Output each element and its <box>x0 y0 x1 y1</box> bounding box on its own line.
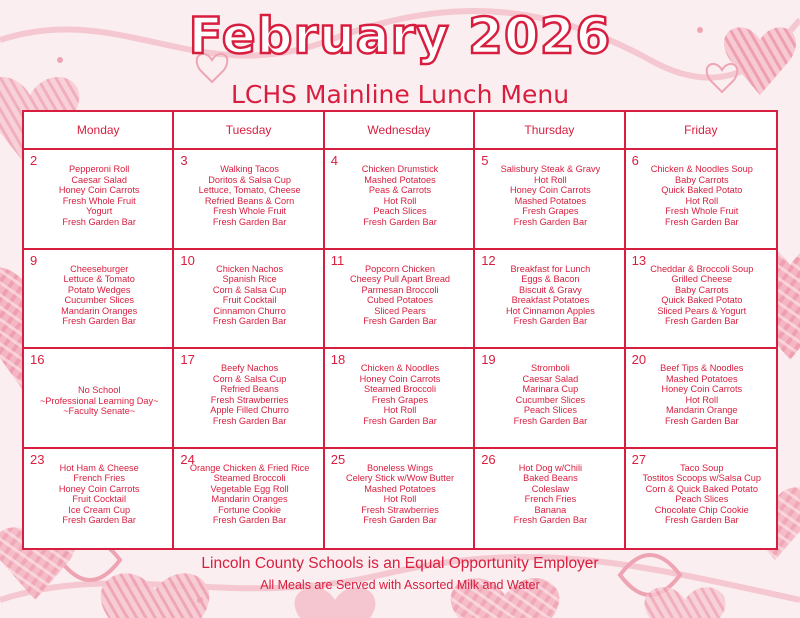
menu-item: Refried Beans <box>220 384 279 395</box>
day-number: 18 <box>330 352 346 367</box>
menu-item: Baked Beans <box>523 473 578 484</box>
menu-item: Fresh Garden Bar <box>62 515 136 526</box>
menu-item: Sliced Pears <box>374 305 426 316</box>
menu-item: Lettuce & Tomato <box>63 274 135 285</box>
menu-item: Mandarin Orange <box>666 405 738 416</box>
day-cell <box>24 150 174 250</box>
menu-item: Cheesy Pull Apart Bread <box>349 274 451 285</box>
weekday-header-tuesday: Tuesday <box>174 112 324 150</box>
day-cell <box>626 449 776 549</box>
menu-item: Boneless Wings <box>367 462 433 473</box>
menu-item: Pepperoni Roll <box>69 164 130 174</box>
menu-item: Cheeseburger <box>70 263 129 274</box>
menu-item: Chocolate Chip Cookie <box>654 504 749 515</box>
menu-item: Vegetable Egg Roll <box>210 483 289 494</box>
day-cell <box>24 250 174 350</box>
menu-item: Baby Carrots <box>674 174 729 185</box>
menu-item: Quick Baked Potato <box>661 295 743 306</box>
weekday-header-monday: Monday <box>24 112 174 150</box>
menu-item: No School <box>78 385 121 395</box>
menu-item: Hot Roll <box>534 174 567 185</box>
menu-item: Fresh Garden Bar <box>62 216 136 227</box>
menu-item: Hot Roll <box>383 405 417 416</box>
day-cell <box>475 150 625 250</box>
lunch-menu-calendar <box>22 110 778 550</box>
menu-item: Hot Roll <box>685 394 719 405</box>
menu-item: Doritos & Salsa Cup <box>208 174 291 185</box>
menu-items <box>632 463 772 527</box>
menu-item: Fresh Garden Bar <box>513 415 588 426</box>
menu-item: Cinnamon Churro <box>213 305 286 316</box>
menu-item: Fresh Strawberries <box>210 394 289 405</box>
day-cell <box>475 449 625 549</box>
menu-item: Fruit Cocktail <box>222 295 277 306</box>
day-number: 13 <box>631 252 647 268</box>
day-number: 25 <box>330 451 346 467</box>
day-number: 12 <box>481 252 496 268</box>
menu-item: Stromboli <box>530 363 570 373</box>
menu-item: Peach Slices <box>523 405 577 416</box>
day-number: 23 <box>30 451 45 467</box>
menu-items <box>481 463 619 527</box>
no-school-notice <box>30 385 168 417</box>
menu-item: Walking Tacos <box>220 164 279 174</box>
menu-item: Corn & Salsa Cup <box>212 284 287 295</box>
day-number: 3 <box>180 153 188 168</box>
menu-item: Caesar Salad <box>522 373 579 384</box>
menu-item: Steamed Broccoli <box>213 473 286 484</box>
day-number: 16 <box>30 352 45 367</box>
day-cell <box>325 250 475 350</box>
menu-item: Hot Cinnamon Apples <box>505 305 595 316</box>
menu-item: Apple Filled Churro <box>210 405 289 416</box>
menu-item: Hot Roll <box>383 494 417 505</box>
menu-item: Fresh Garden Bar <box>513 216 588 227</box>
menu-items <box>331 164 469 228</box>
menu-item: Fresh Garden Bar <box>212 415 287 426</box>
menu-item: Chicken & Noodles Soup <box>650 164 753 174</box>
menu-item: Beef Tips & Noodles <box>660 363 744 373</box>
menu-item: French Fries <box>524 494 577 505</box>
menu-item: Cucumber Slices <box>64 295 134 306</box>
menu-item: Caesar Salad <box>71 174 128 185</box>
menu-item: Grilled Cheese <box>671 274 733 285</box>
day-number: 17 <box>180 352 195 367</box>
day-number: 9 <box>30 252 38 268</box>
day-number: 6 <box>631 153 639 168</box>
menu-item: Fresh Garden Bar <box>513 316 588 327</box>
menu-item: Parmesan Broccoli <box>361 284 439 295</box>
day-number: 19 <box>481 352 496 367</box>
menu-item: Fresh Garden Bar <box>665 316 739 327</box>
day-cell <box>174 349 324 449</box>
menu-item: Cucumber Slices <box>515 394 586 405</box>
menu-item: Yogurt <box>86 206 113 217</box>
day-cell <box>626 250 776 350</box>
day-number: 24 <box>180 451 195 467</box>
menu-item: Fortune Cookie <box>218 504 281 515</box>
menu-item: Marinara Cup <box>522 384 579 395</box>
menu-items <box>481 164 619 228</box>
menu-item: Fresh Strawberries <box>361 504 439 515</box>
menu-items <box>30 164 168 228</box>
menu-item: Mashed Potatoes <box>364 483 436 494</box>
menu-item: Cheddar & Broccoli Soup <box>650 263 754 274</box>
day-number: 20 <box>631 352 647 367</box>
menu-items <box>481 363 619 427</box>
menu-item: Chicken & Noodles <box>360 363 440 373</box>
menu-item: Fresh Garden Bar <box>665 515 739 526</box>
menu-item: Hot Ham & Cheese <box>59 462 139 473</box>
menu-subtitle: LCHS Mainline Lunch Menu <box>230 80 570 109</box>
day-number: 11 <box>330 252 345 268</box>
day-cell <box>174 150 324 250</box>
menu-items <box>180 463 318 527</box>
menu-item: Peas & Carrots <box>368 185 432 196</box>
menu-item: Beefy Nachos <box>220 363 279 373</box>
menu-item: Fresh Whole Fruit <box>62 195 136 206</box>
menu-item: Hot Dog w/Chili <box>518 462 583 473</box>
menu-item: Fresh Garden Bar <box>363 316 437 327</box>
menu-items <box>481 264 619 328</box>
day-cell <box>24 449 174 549</box>
day-number: 4 <box>330 153 339 168</box>
menu-item: Honey Coin Carrots <box>661 384 743 395</box>
milk-water-note: All Meals are Served with Assorted Milk and Water <box>260 578 540 592</box>
menu-item: Ice Cream Cup <box>68 504 131 515</box>
day-cell <box>325 150 475 250</box>
menu-item: Spanish Rice <box>222 274 277 285</box>
menu-item: Fresh Grapes <box>522 206 579 217</box>
menu-item: French Fries <box>73 473 125 484</box>
menu-item: Quick Baked Potato <box>661 185 743 196</box>
day-cell <box>325 449 475 549</box>
menu-item: Fresh Garden Bar <box>665 216 739 227</box>
menu-items <box>180 363 318 427</box>
menu-item: Chicken Nachos <box>216 263 284 274</box>
menu-item: Fruit Cocktail <box>72 494 126 505</box>
menu-item: Mashed Potatoes <box>514 195 587 206</box>
day-cell <box>325 349 475 449</box>
menu-items <box>331 264 469 328</box>
menu-item: Potato Wedges <box>67 284 131 295</box>
menu-item: Fresh Garden Bar <box>363 216 437 227</box>
menu-item: Fresh Garden Bar <box>212 216 287 227</box>
menu-items <box>331 463 469 527</box>
menu-item: ~Faculty Senate~ <box>63 406 136 417</box>
menu-item: Taco Soup <box>680 462 724 473</box>
menu-item: ~Professional Learning Day~ <box>39 395 159 406</box>
menu-items <box>331 363 469 427</box>
menu-item: Fresh Whole Fruit <box>665 206 739 217</box>
menu-item: Fresh Garden Bar <box>62 316 136 327</box>
menu-item: Chicken Drumstick <box>361 164 439 174</box>
menu-item: Corn & Salsa Cup <box>212 373 287 384</box>
menu-item: Biscuit & Gravy <box>518 284 582 295</box>
menu-item: Popcorn Chicken <box>365 263 435 274</box>
menu-item: Baby Carrots <box>674 284 729 295</box>
day-cell <box>174 449 324 549</box>
menu-item: Hot Roll <box>383 195 417 206</box>
menu-items <box>180 164 318 228</box>
menu-items <box>180 264 318 328</box>
weekday-header-wednesday: Wednesday <box>325 112 475 150</box>
menu-item: Breakfast Potatoes <box>511 295 590 306</box>
menu-item: Coleslaw <box>531 483 570 494</box>
day-number: 2 <box>30 153 38 168</box>
day-number: 26 <box>481 451 496 467</box>
day-cell <box>174 250 324 350</box>
day-cell <box>24 349 174 449</box>
menu-item: Banana <box>534 504 567 515</box>
menu-items <box>632 164 772 228</box>
menu-item: Fresh Garden Bar <box>212 515 287 526</box>
menu-item: Honey Coin Carrots <box>58 483 140 494</box>
menu-item: Mandarin Oranges <box>61 305 138 316</box>
menu-item: Corn & Quick Baked Potato <box>645 483 758 494</box>
menu-item: Peach Slices <box>675 494 729 505</box>
menu-item: Honey Coin Carrots <box>510 185 591 196</box>
weekday-header-friday: Friday <box>626 112 776 150</box>
menu-item: Eggs & Bacon <box>521 274 580 285</box>
menu-item: Fresh Garden Bar <box>212 316 287 327</box>
equal-opportunity-statement: Lincoln County Schools is an Equal Opportunity Employer <box>201 555 599 572</box>
menu-item: Orange Chicken & Fried Rice <box>189 462 310 473</box>
day-cell <box>475 250 625 350</box>
menu-item: Fresh Whole Fruit <box>213 206 287 217</box>
menu-item: Sliced Pears & Yogurt <box>657 305 747 316</box>
menu-item: Mashed Potatoes <box>666 373 738 384</box>
menu-item: Refried Beans & Corn <box>204 195 295 206</box>
weekday-header-thursday: Thursday <box>475 112 625 150</box>
day-number: 10 <box>180 252 195 268</box>
menu-item: Fresh Garden Bar <box>363 515 437 526</box>
menu-item: Lettuce, Tomato, Cheese <box>198 185 301 196</box>
menu-items <box>30 463 168 527</box>
menu-item: Mandarin Oranges <box>211 494 288 505</box>
menu-item: Breakfast for Lunch <box>510 263 591 274</box>
menu-item: Steamed Broccoli <box>363 384 436 395</box>
page-title: February 2026 <box>188 7 612 65</box>
menu-item: Fresh Garden Bar <box>513 515 588 526</box>
menu-item: Cubed Potatoes <box>367 295 433 306</box>
day-number: 5 <box>481 153 489 168</box>
day-cell <box>475 349 625 449</box>
menu-item: Mashed Potatoes <box>364 174 436 185</box>
menu-item: Fresh Grapes <box>371 394 429 405</box>
menu-item: Honey Coin Carrots <box>58 185 140 196</box>
menu-item: Fresh Garden Bar <box>665 415 739 426</box>
menu-item: Tostitos Scoops w/Salsa Cup <box>642 473 762 484</box>
day-number: 27 <box>631 451 647 467</box>
menu-items <box>632 264 772 328</box>
menu-item: Fresh Garden Bar <box>363 415 437 426</box>
menu-items <box>30 264 168 328</box>
day-cell <box>626 349 776 449</box>
menu-item: Peach Slices <box>373 206 427 217</box>
menu-item: Honey Coin Carrots <box>359 373 441 384</box>
menu-item: Salisbury Steak & Gravy <box>500 164 601 174</box>
day-cell <box>626 150 776 250</box>
menu-item: Celery Stick w/Wow Butter <box>345 473 455 484</box>
menu-items <box>632 363 772 427</box>
menu-item: Hot Roll <box>685 195 719 206</box>
